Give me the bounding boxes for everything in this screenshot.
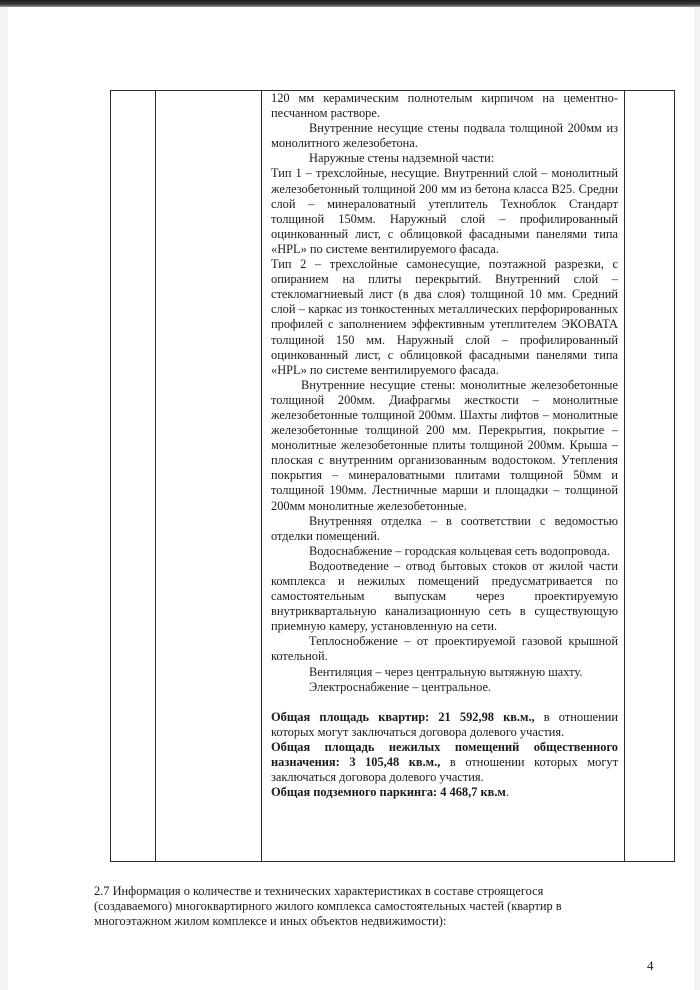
paragraph-drainage: Водоотведение – отвод бытовых стоков от жилой части комплекса и нежилых помещений предусматривается по самостоятельным выпускам через проектируемую внутриквартальную канализационную сеть в существующую приемную камеру, установленную на сети.	[271, 558, 618, 634]
paragraph-outer-walls-heading: Наружные стены надземной части:	[309, 151, 495, 166]
apartments-area-note: в отношении которых могут заключаться договора долевого участия.	[271, 709, 618, 739]
parking-area	[271, 785, 618, 800]
table-cell-extra	[625, 91, 675, 862]
spacer	[271, 695, 618, 710]
table-row	[111, 91, 675, 862]
paragraph-inner-walls: Внутренние несущие стены: монолитные железобетонные толщиной 200мм. Диафрагмы жесткости – монолитные железобетонные толщиной 200мм. Шахты лифтов – монолитные железобетонные толщиной 200 мм. Перекрытия, покрытие – монолитные железобетонные плиты толщиной 200мм. Крыша – плоская с внутренним организованным водостоком. Утепления покрытия – минераловатными плитами толщиной 50мм и толщиной 190мм. Лестничные марши и площадки – толщиной 200мм монолитные железобетонные.	[271, 377, 618, 513]
paragraph-basement-walls: Внутренние несущие стены подвала толщиной 200мм из монолитного железобетона.	[271, 121, 618, 151]
table-cell-number	[111, 91, 156, 862]
table-cell-name	[156, 91, 262, 862]
scan-edge	[0, 0, 700, 7]
page-number: 4	[647, 958, 654, 973]
apartments-area-value: Общая площадь квартир: 21 592,98 кв.м.,	[271, 709, 535, 724]
section-2-7	[94, 884, 614, 930]
paragraph-type-2: Тип 2 – трехслойные самонесущие, поэтажной разрезки, с опиранием на плиты перекрытий. Внутренний слой – стекломагниевый лист (в два слоя) толщиной 10 мм. Средний слой – каркас из тонкостенных металлических перфорированных профилей с заполнением эффективным утеплителем ЭКОВАТА толщиной 150 мм. Наружный слой – профилированный оцинкованный лист, с облицовкой фасадными панелями типа «HPL» по системе вентилируемого фасада.	[271, 257, 618, 377]
paragraph-type-1: Тип 1 – трехслойные, несущие. Внутренний слой – монолитный железобетонный толщиной 200 мм из бетона класса B25. Средни слой – минераловатный утеплитель Техноблок Стандарт толщиной 150мм. Наружный слой – профилированный оцинкованный лист, с облицовкой фасадными панелями типа «HPL» по системе вентилируемого фасада.	[271, 166, 618, 256]
table-cell-description	[262, 91, 625, 862]
nonresidential-area-note: в отношении которых могут заключаться договора долевого участия.	[271, 755, 619, 785]
nonresidential-area-value: Общая площадь нежилых помещений общественного назначения: 3 105,48 кв.м.,	[271, 739, 618, 770]
paragraph-interior-finish: Внутренняя отделка – в соответствии с ведомостью отделки помещений.	[271, 513, 618, 543]
paragraph-ventilation: Вентиляция – через центральную вытяжную шахту.	[309, 664, 583, 679]
document-table	[110, 90, 675, 862]
paragraph-heating: Теплоснобжение – от проектируемой газовой крышной котельной.	[271, 634, 618, 664]
apartments-area	[271, 710, 618, 740]
paragraph-wall-cladding: 120 мм керамическим полнотелым кирпичом на цементно-песчанном растворе.	[271, 91, 618, 121]
paragraph-electricity: Электроснабжение – центральное.	[309, 679, 492, 694]
description-text	[262, 91, 624, 800]
nonresidential-area	[271, 740, 618, 785]
parking-area-note: .	[505, 785, 509, 800]
parking-area-value: Общая подземного паркинга: 4 468,7 кв.м	[271, 785, 506, 800]
section-2-7-text: 2.7 Информация о количестве и технических характеристиках в составе строящегося (создаваемого) многоквартирного жилого комплекса самостоятельных частей (квартир в многоэтажном жилом комплексе и иных объектов недвижимости):	[94, 884, 562, 929]
paragraph-water-supply: Водоснабжение – городская кольцевая сеть водопровода.	[309, 543, 610, 558]
